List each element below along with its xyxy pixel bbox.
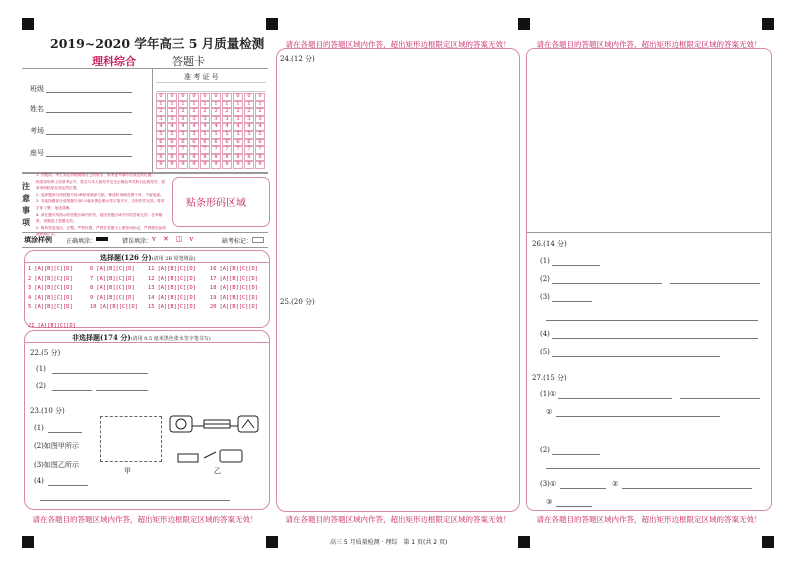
exam-no-bubble[interactable]: 4 — [222, 123, 232, 131]
mcq-question-16[interactable]: 16 [A][B][C][D] — [210, 266, 258, 272]
q25-label: 25.(20 分) — [280, 298, 315, 306]
exam-no-bubble[interactable]: 7 — [156, 146, 166, 154]
exam-no-bubble[interactable]: 8 — [211, 154, 221, 162]
exam-no-bubble[interactable]: 2 — [167, 108, 177, 116]
apparatus-figure — [164, 412, 264, 474]
q27-part: ② — [546, 408, 553, 416]
q23-part: (1) — [34, 424, 44, 432]
timing-mark — [22, 18, 34, 30]
q26-answer-line[interactable] — [552, 356, 720, 357]
page-footer: 高三 5 月质量检测 · 理综 第 1 页(共 2 页) — [330, 539, 448, 546]
q27-label: 27.(15 分) — [532, 374, 567, 382]
notice-text: 1. 答题前，考生务必清楚地将自己的姓名、准考证号填写在规定的位置。 核准条形码上的准考证号、姓名与本人相符并完全正确及考试科目也相符后，将条形码粘贴在规定的位置。 2. 选择题部分请按题号用2B铅笔填涂方框，修改时用橡皮擦干净，不留痕迹。 3. 非选择题部分请按题号用0.5毫米黑色墨水签字笔书写，否则作答无效。要求字体工整、笔迹清晰。 4. 请在题号所指示的答题区域内作答，超出答题区域书写的答案无效；在草稿纸、试题卷上答题无效。 5. 保持答卷清洁、完整。严禁折叠，严禁在答题卡上做任何标记，严禁使用涂改液和修正带。 — [36, 173, 167, 237]
q26-part: (3) — [540, 293, 550, 301]
exam-no-bubble[interactable]: 1 — [156, 101, 166, 109]
timing-mark — [22, 536, 34, 548]
q26-answer-line[interactable] — [670, 283, 760, 284]
q22-part: (2) — [36, 382, 46, 390]
exam-no-bubble[interactable]: 7 — [211, 146, 221, 154]
exam-no-bubble[interactable]: 0 — [255, 93, 265, 101]
q27-answer-line[interactable] — [556, 416, 720, 417]
exam-no-label: 准 考 证 号 — [184, 73, 219, 81]
exam-no-bubble[interactable]: 3 — [255, 116, 265, 124]
fill-wrong-samples: ⅴ ✕ ◫ ⅴ — [152, 235, 194, 243]
q27-answer-line[interactable] — [680, 398, 760, 399]
mcq-question-20[interactable]: 20 [A][B][C][D] — [210, 304, 258, 310]
exam-no-bubble[interactable]: 4 — [178, 123, 188, 131]
q26-answer-line[interactable] — [552, 301, 592, 302]
exam-no-bubble[interactable]: 3 — [244, 116, 254, 124]
mcq-question-15[interactable]: 15 [A][B][C][D] — [148, 304, 196, 310]
mcq-question-3[interactable]: 3 [A][B][C][D] — [28, 285, 73, 291]
mcq-question-6[interactable]: 6 [A][B][C][D] — [90, 266, 135, 272]
exam-no-bubble[interactable]: 0 — [200, 93, 210, 101]
exam-no-bubble[interactable]: 5 — [211, 131, 221, 139]
card-title: 答题卡 — [172, 55, 205, 68]
timing-mark — [518, 18, 530, 30]
mcq-question-8[interactable]: 8 [A][B][C][D] — [90, 285, 135, 291]
exam-no-bubble[interactable]: 2 — [156, 108, 166, 116]
exam-no-bubble[interactable]: 3 — [167, 116, 177, 124]
q27-part: ③ — [546, 498, 553, 506]
figure-yi-label: 乙 — [214, 467, 221, 475]
exam-no-bubble[interactable]: 9 — [178, 161, 188, 169]
exam-no-bubble[interactable]: 8 — [167, 154, 177, 162]
exam-no-bubble[interactable]: 9 — [189, 161, 199, 169]
mcq-question-19[interactable]: 19 [A][B][C][D] — [210, 294, 258, 301]
exam-no-bubble[interactable]: 8 — [233, 154, 243, 162]
answer-frame-25-cont[interactable] — [526, 48, 772, 233]
mcq-question-11[interactable]: 11 [A][B][C][D] — [148, 266, 196, 272]
mcq-question-21[interactable]: 21 [A][B][C][D] — [28, 323, 76, 329]
exam-no-write-row — [156, 82, 266, 92]
mcq-question-7[interactable]: 7 [A][B][C][D] — [90, 275, 135, 282]
q22-label: 22.(5 分) — [30, 349, 61, 357]
exam-no-bubble[interactable]: 7 — [178, 146, 188, 154]
exam-no-bubble[interactable]: 8 — [156, 154, 166, 162]
q27-part: (1)① — [540, 390, 557, 398]
exam-no-bubble[interactable]: 7 — [233, 146, 243, 154]
exam-no-bubble[interactable]: 7 — [200, 146, 210, 154]
q27-answer-line[interactable] — [622, 488, 752, 489]
fill-correct-swatch — [96, 237, 108, 241]
exam-no-bubble[interactable]: 2 — [178, 108, 188, 116]
q26-part: (5) — [540, 348, 550, 356]
exam-no-bubble[interactable]: 8 — [200, 154, 210, 162]
exam-no-bubble[interactable]: 1 — [200, 101, 210, 109]
barcode-label: 贴条形码区域 — [186, 198, 246, 209]
exam-no-bubble[interactable]: 1 — [189, 101, 199, 109]
exam-no-bubble[interactable]: 4 — [156, 123, 166, 131]
exam-no-bubble[interactable]: 3 — [189, 116, 199, 124]
exam-no-bubble[interactable]: 8 — [189, 154, 199, 162]
field-room-line[interactable] — [46, 134, 132, 135]
exam-no-bubble[interactable]: 1 — [167, 101, 177, 109]
exam-no-bubble[interactable]: 3 — [233, 116, 243, 124]
field-name: 姓名 — [30, 105, 44, 113]
exam-no-bubble[interactable]: 5 — [189, 131, 199, 139]
exam-no-bubble[interactable]: 9 — [211, 161, 221, 169]
nonmcq-title-rule — [24, 342, 270, 343]
q27-part: (3)① — [540, 480, 557, 488]
exam-no-bubble[interactable]: 9 — [255, 161, 265, 169]
field-seat: 座号 — [30, 149, 44, 157]
exam-no-bubble[interactable]: 1 — [244, 101, 254, 109]
q27-answer-line[interactable] — [552, 454, 600, 455]
exam-no-bubble[interactable]: 8 — [244, 154, 254, 162]
boundary-warning: 请在各题目的答题区域内作答，超出矩形边框限定区域的答案无效！ — [32, 515, 258, 524]
q22-answer-line[interactable] — [52, 373, 148, 374]
absent-label: 缺考标记： — [222, 238, 253, 245]
exam-no-bubble[interactable]: 4 — [189, 123, 199, 131]
timing-mark — [762, 536, 774, 548]
q23-part: (2)如图甲所示 — [34, 442, 79, 450]
boundary-warning: 请在各题目的答题区域内作答，超出矩形边框限定区域的答案无效！ — [536, 40, 762, 49]
exam-no-bubble[interactable]: 7 — [244, 146, 254, 154]
exam-no-bubble[interactable]: 1 — [233, 101, 243, 109]
exam-no-bubble[interactable]: 2 — [200, 108, 210, 116]
exam-no-bubble[interactable]: 3 — [222, 116, 232, 124]
exam-no-bubble[interactable]: 6 — [233, 139, 243, 147]
q23-answer-line[interactable] — [48, 485, 88, 486]
exam-no-bubble[interactable]: 6 — [222, 139, 232, 147]
exam-no-bubble[interactable]: 5 — [233, 131, 243, 139]
mcq-question-18[interactable]: 18 [A][B][C][D] — [210, 285, 258, 291]
exam-no-bubble[interactable]: 1 — [178, 101, 188, 109]
exam-no-bubble[interactable]: 5 — [156, 131, 166, 139]
exam-no-bubble[interactable]: 5 — [244, 131, 254, 139]
q22-answer-line[interactable] — [96, 390, 148, 391]
field-seat-line[interactable] — [46, 156, 132, 157]
exam-no-bubble[interactable]: 9 — [222, 161, 232, 169]
exam-no-bubble[interactable]: 6 — [255, 139, 265, 147]
exam-no-bubble[interactable]: 3 — [178, 116, 188, 124]
exam-no-bubble[interactable]: 6 — [156, 139, 166, 147]
mcq-question-5[interactable]: 5 [A][B][C][D] — [28, 304, 73, 310]
exam-no-bubble[interactable]: 1 — [222, 101, 232, 109]
mcq-title: 选择题(126 分)(请用 2B 铅笔填涂) — [100, 253, 196, 262]
exam-no-bubble[interactable]: 0 — [189, 93, 199, 101]
q24-answer-area[interactable] — [278, 62, 516, 292]
exam-no-bubble[interactable]: 5 — [222, 131, 232, 139]
mcq-question-1[interactable]: 1 [A][B][C][D] — [28, 266, 73, 272]
mcq-title-rule — [24, 262, 270, 263]
answer-frame-26-27 — [526, 232, 772, 511]
q26-part: (2) — [540, 275, 550, 283]
mcq-question-9[interactable]: 9 [A][B][C][D] — [90, 294, 135, 301]
exam-no-bubble[interactable]: 6 — [178, 139, 188, 147]
q27-part: ② — [612, 480, 619, 488]
circuit-sketch-box[interactable] — [100, 416, 162, 462]
mcq-question-12[interactable]: 12 [A][B][C][D] — [148, 275, 196, 282]
exam-no-bubble[interactable]: 3 — [156, 116, 166, 124]
mcq-question-2[interactable]: 2 [A][B][C][D] — [28, 275, 73, 282]
mcq-question-10[interactable]: 10 [A][B][C][D] — [90, 304, 138, 310]
exam-no-bubble[interactable]: 2 — [255, 108, 265, 116]
fill-correct-label: 正确填涂： — [66, 238, 97, 245]
exam-no-bubble[interactable]: 9 — [233, 161, 243, 169]
exam-no-bubble[interactable]: 5 — [178, 131, 188, 139]
boundary-warning: 请在各题目的答题区域内作答，超出矩形边框限定区域的答案无效！ — [536, 515, 762, 524]
exam-no-bubble[interactable]: 0 — [233, 93, 243, 101]
exam-no-bubble[interactable]: 2 — [222, 108, 232, 116]
exam-no-bubble[interactable]: 0 — [211, 93, 221, 101]
exam-no-bubble[interactable]: 8 — [178, 154, 188, 162]
exam-no-bubble[interactable]: 0 — [178, 93, 188, 101]
exam-no-bubble[interactable]: 3 — [211, 116, 221, 124]
exam-no-bubble[interactable]: 2 — [233, 108, 243, 116]
q24-label: 24.(12 分) — [280, 55, 315, 63]
exam-no-bubble[interactable]: 5 — [167, 131, 177, 139]
q26-answer-line[interactable] — [552, 283, 662, 284]
exam-no-bubble[interactable]: 2 — [211, 108, 221, 116]
q27-answer-line[interactable] — [546, 468, 760, 469]
q26-part: (1) — [540, 257, 550, 265]
q27-answer-line[interactable] — [560, 488, 606, 489]
exam-no-bubble[interactable]: 6 — [167, 139, 177, 147]
exam-no-bubble[interactable]: 2 — [244, 108, 254, 116]
exam-no-bubble[interactable]: 8 — [222, 154, 232, 162]
q27-answer-line[interactable] — [556, 506, 592, 507]
exam-no-bubble[interactable]: 9 — [167, 161, 177, 169]
fill-sample-label: 填涂样例 — [24, 235, 52, 244]
exam-no-bubble[interactable]: 7 — [255, 146, 265, 154]
notice-label: 注 意 事 项 — [22, 181, 30, 227]
timing-mark — [518, 536, 530, 548]
exam-no-bubble[interactable]: 4 — [167, 123, 177, 131]
timing-mark — [762, 18, 774, 30]
exam-no-bubble[interactable]: 3 — [200, 116, 210, 124]
exam-no-bubble[interactable]: 0 — [222, 93, 232, 101]
q27-part: (2) — [540, 446, 550, 454]
exam-no-bubble[interactable]: 7 — [189, 146, 199, 154]
q26-label: 26.(14 分) — [532, 240, 567, 248]
figure-jia-label: 甲 — [124, 467, 131, 475]
timing-mark — [266, 18, 278, 30]
mcq-question-13[interactable]: 13 [A][B][C][D] — [148, 285, 196, 291]
exam-no-bubble[interactable]: 4 — [233, 123, 243, 131]
q23-part: (3)如图乙所示 — [34, 461, 79, 469]
q26-answer-line[interactable] — [552, 265, 600, 266]
field-name-line[interactable] — [46, 112, 132, 113]
q25-answer-area[interactable] — [278, 306, 516, 506]
exam-no-bubble[interactable]: 4 — [244, 123, 254, 131]
q26-answer-line[interactable] — [552, 338, 758, 339]
boundary-warning: 请在各题目的答题区域内作答，超出矩形边框限定区域的答案无效！ — [285, 40, 511, 49]
q22-answer-line[interactable] — [52, 390, 92, 391]
q27-answer-line[interactable] — [558, 398, 672, 399]
q26-answer-line[interactable] — [546, 320, 758, 321]
exam-no-bubble[interactable]: 6 — [189, 139, 199, 147]
exam-no-bubble[interactable]: 0 — [156, 93, 166, 101]
q23-label: 23.(10 分) — [30, 407, 65, 415]
exam-no-bubble[interactable]: 7 — [222, 146, 232, 154]
exam-no-bubble[interactable]: 4 — [211, 123, 221, 131]
exam-title: 2019~2020 学年高三 5 月质量检测 — [50, 36, 265, 51]
exam-no-bubble[interactable]: 4 — [200, 123, 210, 131]
exam-no-bubble[interactable]: 9 — [156, 161, 166, 169]
q22-part: (1) — [36, 365, 46, 373]
exam-no-bubble[interactable]: 1 — [255, 101, 265, 109]
fill-wrong-label: 错误填涂： — [122, 238, 153, 245]
exam-no-bubble[interactable]: 6 — [244, 139, 254, 147]
mcq-question-14[interactable]: 14 [A][B][C][D] — [148, 294, 196, 301]
timing-mark — [266, 536, 278, 548]
mcq-question-4[interactable]: 4 [A][B][C][D] — [28, 294, 73, 301]
boundary-warning: 请在各题目的答题区域内作答，超出矩形边框限定区域的答案无效！ — [285, 515, 511, 524]
exam-no-bubble[interactable]: 9 — [200, 161, 210, 169]
q23-answer-line[interactable] — [48, 432, 82, 433]
mcq-question-17[interactable]: 17 [A][B][C][D] — [210, 275, 258, 282]
exam-no-bubble[interactable]: 4 — [255, 123, 265, 131]
nonmcq-title: 非选择题(174 分)(请用 0.5 毫米黑色墨水签字笔书写) — [72, 333, 211, 342]
subject-title: 理科综合 — [92, 55, 136, 68]
q26-part: (4) — [540, 330, 550, 338]
exam-no-bubble[interactable]: 5 — [255, 131, 265, 139]
exam-no-bubble[interactable]: 6 — [211, 139, 221, 147]
exam-no-bubble[interactable]: 2 — [189, 108, 199, 116]
field-room: 考场 — [30, 127, 44, 135]
field-class: 班级 — [30, 85, 44, 93]
q23-answer-line[interactable] — [40, 500, 230, 501]
exam-no-bubble[interactable]: 8 — [255, 154, 265, 162]
exam-no-bubble[interactable]: 6 — [200, 139, 210, 147]
exam-no-bubble[interactable]: 5 — [200, 131, 210, 139]
exam-no-bubble[interactable]: 0 — [167, 93, 177, 101]
absent-box[interactable] — [252, 237, 264, 243]
exam-no-bubble[interactable]: 1 — [211, 101, 221, 109]
exam-no-bubble[interactable]: 7 — [167, 146, 177, 154]
q23-part: (4) — [34, 477, 44, 485]
exam-no-bubble[interactable]: 0 — [244, 93, 254, 101]
exam-no-bubble[interactable]: 9 — [244, 161, 254, 169]
field-class-line[interactable] — [46, 92, 132, 93]
